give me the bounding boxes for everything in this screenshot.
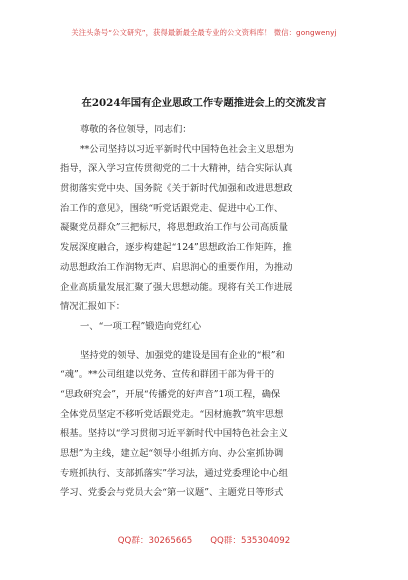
- body-line: 动思想政治工作润物无声、启思润心的重要作用，为推动: [60, 261, 293, 273]
- body-line: 思想”为主线，建立起“领导小组抓方向、办公室抓协调: [60, 448, 284, 459]
- body-line: 根基。坚持以“学习贯彻习近平新时代中国特色社会主义: [60, 428, 288, 440]
- body-line: “思政研究会”，开展“传播党的好声音”1项工程，确保: [60, 388, 281, 400]
- body-line: 发展深度融合，逐步构建起“124”思想政治工作矩阵，推: [60, 242, 292, 254]
- header-banner: 关注头条号“公文研究”，获得最新最全最专业的公文资料库！ 微信：gongwenyj: [71, 28, 337, 37]
- body-line: 治工作的意见》，围绕“听党话跟党走、促进中心工作、: [60, 202, 284, 214]
- body-line: 专班抓执行、支部抓落实”学习法，通过党委理论中心组: [60, 467, 288, 479]
- body-line: **公司坚持以习近平新时代中国特色社会主义思想为: [80, 143, 294, 155]
- body-line: 全体党员坚定不移听党话跟党走。“因材施教”筑牢思想: [60, 408, 284, 420]
- body-line: 企业高质量发展汇聚了强大思想动能。现将有关工作进展: [60, 281, 293, 293]
- footer-contact: [0, 534, 408, 546]
- document-title: 在2024年国有企业思政工作专题推进会上的交流发言: [81, 97, 327, 109]
- document-body: [60, 120, 356, 503]
- body-line: 指导，深入学习宣传贯彻党的二十大精神，结合实际认真: [60, 163, 293, 175]
- body-line: 坚持党的领导、加强党的建设是国有企业的“根”和: [80, 349, 285, 361]
- section-heading: 一、“一项工程”锻造向党红心: [80, 320, 202, 332]
- body-line: 贯彻落实党中央、国务院《关于新时代加强和改进思想政: [60, 183, 293, 195]
- body-line: “魂”。**公司组建以党务、宣传和群团干部为骨干的: [60, 369, 275, 381]
- body-line: 学习、党委会与党员大会“第一议题”、主题党日等形式: [60, 487, 284, 499]
- footer-qq-group-1: QQ群：30265665: [117, 536, 193, 546]
- salutation: 尊敬的各位领导，同志们：: [80, 124, 192, 135]
- footer-qq-group-2: QQ群：535304092: [210, 536, 291, 546]
- body-line: 情况汇报如下：: [60, 301, 126, 313]
- body-line: 凝聚党员群众”三把标尺，将思想政治工作与公司高质量: [60, 222, 288, 234]
